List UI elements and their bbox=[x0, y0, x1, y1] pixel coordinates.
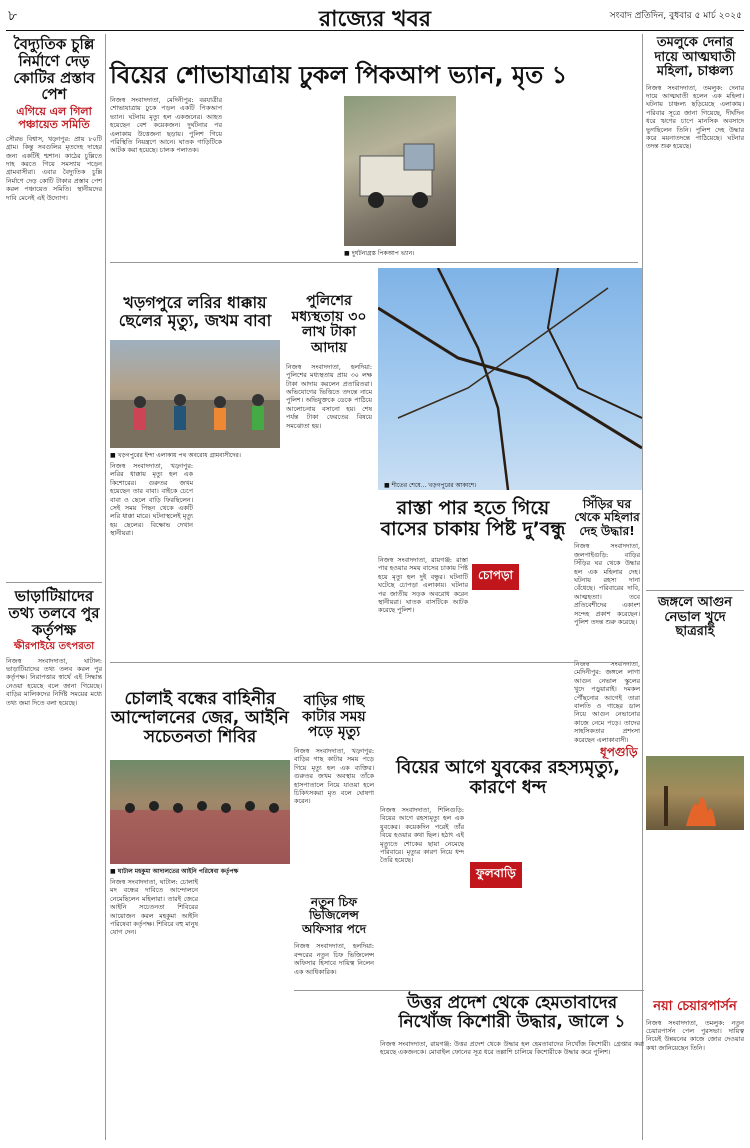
article-body: সৌরভ বিশ্বাস, খড়্গপুর: প্রায় ৮০টি গ্রাম। কিন্তু সবগুলির মৃতদেহ দাহের জন্য একটিই শ্মশান। কাঠের চুল্লিতে দাহ করতে গিয়ে সমস্যায় পড়েন গ্রামবাসীরা। এবার বৈদ্যুতিক চুল্লি নির্মাণে দেড় কোটি টাকার প্রস্তাব পেশ করল পঞ্চায়েত সমিতি। স্থানীয়দের দাবি মেনেই এই উদ্যোগ। bbox=[6, 134, 102, 202]
article-body-cont bbox=[552, 806, 638, 986]
article-body-cont bbox=[226, 96, 338, 256]
road-blockade-photo bbox=[110, 340, 280, 448]
article-bus-accident bbox=[378, 498, 568, 541]
article-missing-girl bbox=[380, 994, 644, 1032]
article-legal-camp bbox=[110, 690, 290, 747]
photo-caption: ■ ঘাটাল মহকুমা আদালতের আইনি পরিষেবা কর্তৃপক্ষ bbox=[110, 868, 239, 875]
fire-illustration bbox=[646, 756, 744, 830]
article-body: নিজস্ব সংবাদদাতা, জলপাইগুড়ি: বাড়ির সিঁড়ির ঘর থেকে উদ্ধার হল এক মহিলার দেহ। ঘটনায় রহস্য দানা বেঁধেছে। পরিবারের দাবি, আত্মহত্যা। তবে প্রতিবেশীদের একাংশ সন্দেহ প্রকাশ করেছেন। পুলিশ তদন্ত শুরু করেছে। bbox=[574, 542, 640, 626]
pickup-van-photo bbox=[344, 96, 456, 246]
article-body: নিজস্ব সংবাদদাতা, তমলুক: দেনার দায়ে আত্মঘাতী হলেন এক মহিলা। ঘটনায় চাঞ্চল্য ছড়িয়েছে এলাকায়। পরিবার সূত্রে জানা গিয়েছে, দীর্ঘদিন ধরে ঋণের চাপে মানসিক অবসাদে ভুগছিলেন তিনি। পুলিশ দেহ উদ্ধার করে ময়নাতদন্তে পাঠিয়েছে। ঘটনার তদন্ত শুরু হয়েছে। bbox=[646, 83, 744, 151]
article-body-cont bbox=[646, 834, 744, 984]
headline: বিয়ের আগে যুবকের রহস্যমৃত্যু, কারণে ধন্দ bbox=[396, 757, 620, 799]
location-tag: চোপড়া bbox=[472, 564, 519, 590]
gathering-illustration bbox=[110, 760, 290, 864]
article-electric-furnace bbox=[6, 36, 102, 455]
article-body-cont bbox=[197, 462, 280, 652]
article-body: নিজস্ব সংবাদদাতা, শিলিগুড়ি: বিয়ের আগে রহস্যমৃত্যু হল এক যুবকের। কয়েকদিন পরেই তাঁর বিয়ে হওয়ার কথা ছিল। হঠাৎ এই মৃত্যুতে শোকের ছায়া নেমেছে পরিবারে। মৃত্যুর কারণ নিয়ে ধন্দ তৈরি হয়েছে। bbox=[380, 806, 464, 865]
headline: বিয়ের শোভাযাত্রায় ঢুকল পিকআপ ভ্যান, মৃত ১ bbox=[110, 61, 568, 89]
headline: তমলুকে দেনার দায়ে আত্মঘাতী মহিলা, চাঞ্চল্য bbox=[654, 35, 736, 80]
divider bbox=[110, 262, 638, 263]
subhead: ক্ষীরপাইয়ে তৎপরতা bbox=[13, 641, 95, 653]
article-body-cont bbox=[460, 96, 638, 256]
headline: সিঁড়ির ঘর থেকে মহিলার দেহ উদ্ধার! bbox=[574, 497, 640, 538]
article-body: নিজস্ব সংবাদদাতা, মেদিনীপুর: জঙ্গলে লাগা আগুন নেভাল স্কুলের খুদে পড়ুয়ারাই। দমকল পৌঁছনোর আগেই তারা বালতি ও গাছের ডাল নিয়ে আগুন নেভানোর কাজে নেমে পড়ে। তাদের সাহসিকতার প্রশংসা করেছেন এলাকাবাসী। bbox=[574, 660, 640, 744]
article-mystery-death bbox=[380, 758, 636, 798]
article-body: নিজস্ব সংবাদদাতা, হলদিয়া: বন্দরের নতুন চিফ ভিজিলেন্স অফিসার হিসাবে দায়িত্ব নিলেন এক আধিকারিক। bbox=[294, 942, 374, 976]
headline: বৈদ্যুতিক চুল্লি নির্মাণে দেড় কোটির প্রস্তাব পেশ bbox=[13, 35, 95, 104]
article-tree-fall bbox=[294, 694, 374, 877]
location-tag: ফুলবাড়ি bbox=[470, 862, 522, 888]
article-body-cont bbox=[468, 884, 548, 986]
headline: চোলাই বন্ধের বাহিনীর আন্দোলনের জের, আইনি সচেতনতা শিবির bbox=[111, 689, 289, 748]
article-body-cont bbox=[202, 878, 290, 1140]
article-body-cont bbox=[472, 588, 568, 752]
headline: নতুন চিফ ভিজিলেন্স অফিসার পদে bbox=[301, 895, 367, 936]
article-body: নিজস্ব সংবাদদাতা, রায়গঞ্জ: উত্তর প্রদেশ থেকে উদ্ধার হল হেমতাবাদের নিখোঁজ কিশোরী। গ্রেপ্তার করা হয়েছে একজনকে। মোবাইল ফোনের সূত্র ধরে তল্লাশি চালিয়ে কিশোরীকে উদ্ধার করে পুলিশ। bbox=[380, 1040, 644, 1057]
page-number: ৮ bbox=[8, 8, 18, 24]
divider bbox=[294, 990, 644, 991]
headline: উত্তর প্রদেশ থেকে হেমতাবাদের নিখোঁজ কিশোরী উদ্ধার, জালে ১ bbox=[398, 993, 626, 1033]
article-body: নিজস্ব সংবাদদাতা, হলদিয়া: পুলিশের মধ্যস্থতায় প্রায় ৩০ লক্ষ টাকা আদায় করলেন প্রতারিতরা। অভিযোগের ভিত্তিতে তদন্তে নামে পুলিশ। অভিযুক্তকে ডেকে পাঠিয়ে আলোচনায় বসানো হয়। শেষ পর্যন্ত টাকা ফেরতের বিষয়ে সমঝোতা হয়। bbox=[286, 362, 372, 430]
sky-tree-photo bbox=[378, 268, 642, 490]
photo-caption: ■ খড়গপুরের ইন্দা এলাকায় পথ অবরোধ গ্রামবাসীদের। bbox=[110, 452, 241, 459]
divider bbox=[6, 582, 102, 583]
divider bbox=[110, 662, 638, 663]
headline: ভাড়াটিয়াদের তথ্য তলবে পুর কর্তৃপক্ষ bbox=[8, 587, 100, 639]
location-tag: ধূপগুড়ি bbox=[600, 745, 638, 759]
header-rule bbox=[6, 30, 744, 31]
headline: জঙ্গলে আগুন নেভাল খুদে ছাত্ররাই bbox=[657, 595, 733, 640]
photo-caption: ■ শীতের শেষে... খড়গপুরের আকাশে। bbox=[384, 482, 477, 489]
divider bbox=[105, 34, 106, 1140]
article-body: নিজস্ব সংবাদদাতা, খড়্গপুর: বাড়ির গাছ কাটার সময় পড়ে গিয়ে মৃত্যু হল এক ব্যক্তির। গুরুতর জখম অবস্থায় তাঁকে হাসপাতালে নিয়ে যাওয়া হলে চিকিৎসকরা মৃত বলে ঘোষণা করেন। bbox=[294, 747, 374, 806]
photo-caption: ■ দুর্ঘটনাগ্রস্ত পিকআপ ভ্যান। bbox=[344, 250, 415, 257]
headline: বাড়ির গাছ কাটার সময় পড়ে মৃত্যু bbox=[302, 693, 366, 741]
article-body: নিজস্ব সংবাদদাতা, মেদিনীপুর: বরযাত্রীর শোভাযাত্রায় ঢুকে পড়ল একটি পিকআপ ভ্যান। ঘটনায় মৃত্যু হল একজনের। আহত হয়েছেন বেশ কয়েকজন। দুর্ঘটনার পর এলাকায় উত্তেজনা ছড়ায়। পুলিশ গিয়ে পরিস্থিতি নিয়ন্ত্রণে আনে। ঘাতক গাড়িটিকে আটক করা হয়েছে। চালক পলাতক। bbox=[110, 96, 222, 155]
divider bbox=[646, 590, 744, 591]
headline: পুলিশের মধ্যস্থতায় ৩০ লাখ টাকা আদায় bbox=[291, 293, 367, 357]
headline: নয়া চেয়ারপার্সন bbox=[653, 999, 737, 1014]
article-vigilance bbox=[294, 896, 374, 1092]
article-body: নিজস্ব সংবাদদাতা, ঘাটাল: ভাড়াটিয়াদের তথ্য তলব করল পুর কর্তৃপক্ষ। নিরাপত্তার স্বার্থে এই সিদ্ধান্ত নেওয়া হয়েছে বলে জানা গিয়েছে। বাড়ির মালিকদের নির্দিষ্ট সময়ের মধ্যে তথ্য জমা দিতে বলা হয়েছে। bbox=[6, 656, 102, 707]
van-illustration bbox=[344, 96, 456, 246]
article-body: নিজস্ব সংবাদদাতা, খড়্গপুর: লরির ধাক্কায় মৃত্যু হল এক কিশোরের। গুরুতর জখম হয়েছেন তার বাবা। বাইকে চেপে বাবা ও ছেলে বাড়ি ফিরছিলেন। সেই সময় পিছন থেকে একটি লরি ধাক্কা মারে। ঘটনাস্থলেই মৃত্যু হয় ছেলের। বিক্ষোভ দেখান স্থানীয়রা। bbox=[110, 462, 193, 538]
divider bbox=[642, 34, 643, 1140]
article-chairperson bbox=[646, 1000, 744, 1137]
article-body: নিজস্ব সংবাদদাতা, তমলুক: নতুন চেয়ারপার্সন পেল পুরসভা। দায়িত্ব নিয়েই উন্নয়নের কাজে জোর দেওয়ার কথা জানিয়েছেন তিনি। bbox=[646, 1018, 744, 1052]
tree-branches-illustration bbox=[378, 268, 642, 490]
crowd-illustration bbox=[110, 340, 280, 448]
article-tamluk bbox=[646, 36, 744, 544]
article-tenants bbox=[6, 588, 102, 1107]
article-forest-fire bbox=[646, 596, 744, 640]
legal-camp-photo bbox=[110, 760, 290, 864]
article-pickup-van bbox=[110, 62, 638, 89]
article-kharagpur-lorry bbox=[110, 294, 280, 330]
article-police-mediation bbox=[286, 294, 372, 631]
date-line: সংবাদ প্রতিদিন, বুধবার ৫ মার্চ ২০২৫ bbox=[609, 11, 742, 21]
forest-photo bbox=[646, 756, 744, 830]
headline: রাস্তা পার হতে গিয়ে বাসের চাকায় পিষ্ট দু’বন্ধু bbox=[380, 497, 566, 541]
headline: খড়গপুরে লরির ধাক্কায় ছেলের মৃত্যু, জখম বাবা bbox=[118, 293, 272, 330]
article-body: নিজস্ব সংবাদদাতা, রায়গঞ্জ: রাস্তা পার হওয়ার সময় বাসের চাকায় পিষ্ট হয়ে মৃত্যু হল দুই বন্ধুর। ঘটনাটি ঘটেছে চোপড়া এলাকায়। ঘটনার পর জাতীয় সড়ক অবরোধ করেন স্থানীয়রা। ঘাতক বাসটিকে আটক করেছে পুলিশ। bbox=[378, 556, 468, 615]
subhead: এগিয়ে এল গিলা পঞ্চায়েত সমিতি bbox=[16, 105, 92, 131]
article-body: নিজস্ব সংবাদদাতা, ঘাটাল: চোলাই মদ বন্ধের দাবিতে আন্দোলনে নেমেছিলেন মহিলারা। তারই জেরে আইনি সচেতনতা শিবিরের আয়োজন করল মহকুমা আইনি পরিষেবা কর্তৃপক্ষ। শিবিরে বহু মানুষ যোগ দেন। bbox=[110, 878, 198, 937]
section-title: রাজ্যের খবর bbox=[319, 6, 431, 32]
